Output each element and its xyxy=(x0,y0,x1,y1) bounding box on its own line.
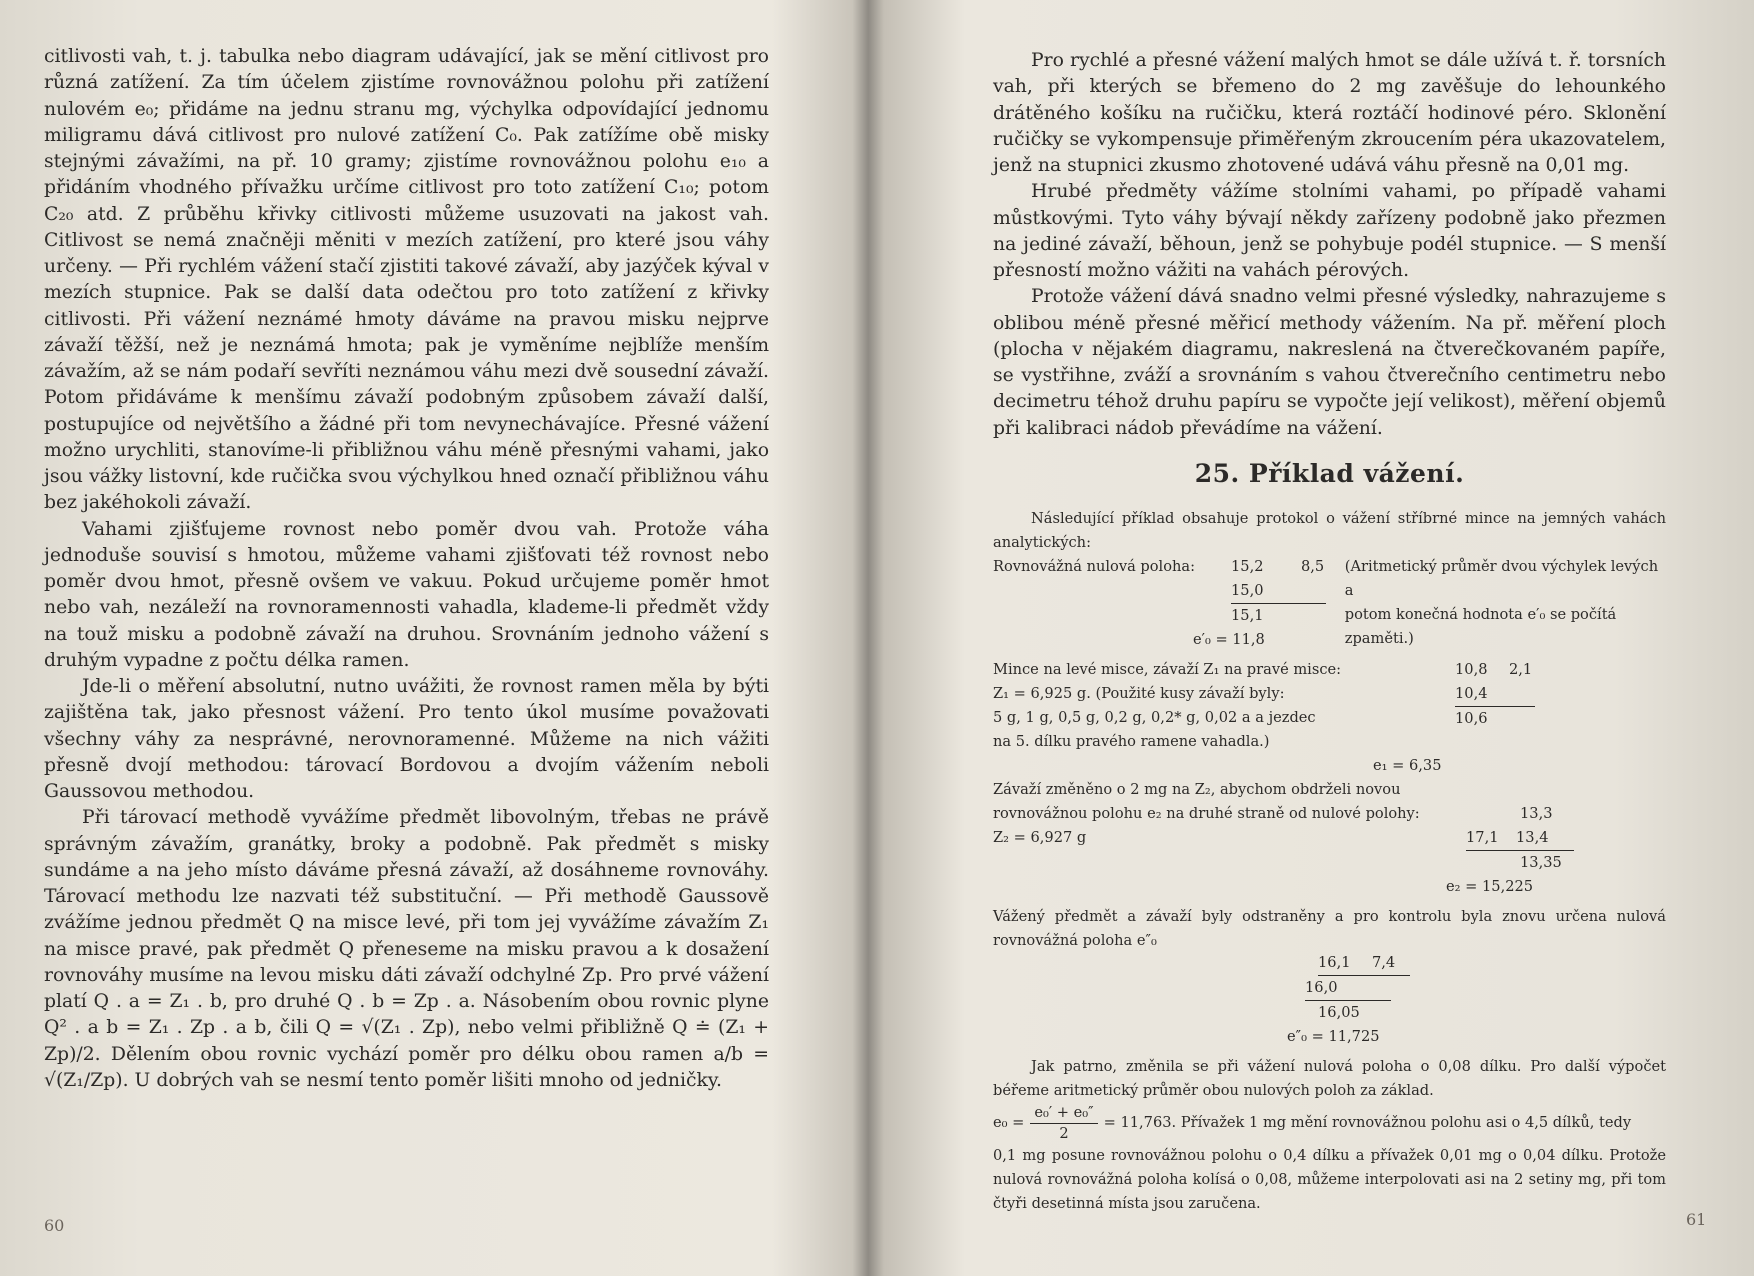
left-page xyxy=(0,0,870,1276)
control-block xyxy=(993,951,1666,1049)
control-result: e″₀ = 11,725 xyxy=(1287,1027,1380,1045)
zero-value-4: 15,1 xyxy=(1231,606,1264,624)
final-text-1: Jak patrno, změnila se při vážení nulová poloha o 0,08 dílku. Pro další výpočet béřeme aritmetický průměr obou nulových poloh za základ. xyxy=(993,1057,1666,1099)
zero-note-2: potom konečná hodnota e′₀ se počítá zpaměti.) xyxy=(1344,605,1617,647)
section-heading: 25. Příklad vážení. xyxy=(1194,458,1465,488)
coin-value-1: 10,8 xyxy=(1455,660,1488,678)
z2-value-2: 17,1 xyxy=(1466,828,1499,846)
coin-line-4: na 5. dílku pravého ramene vahadla.) xyxy=(993,732,1270,750)
right-paragraph-2: Hrubé předměty vážíme stolními vahami, po případě vahami můstkovými. Tyto váhy bývají někdy zařízeny podobně jako přezmen na jediné závaží, běhoun, jenž se pohybuje podél stupnice. — S menší přesností možno vážiti na vahách pérových. xyxy=(993,181,1666,281)
left-paragraph-2: Vahami zjišťujeme rovnost nebo poměr dvou vah. Protože váha jednoduše souvisí s hmotou, můžeme vahami zjišťovati též rovnost nebo poměr dvou hmot, přesně ovšem ve vakuu. Pokud určujeme poměr hmot nebo vah, nezáleží na rovnoramennosti vahadla, klademe-li předmět vždy na touž misku a podobně závaží na druhou. Srovnáním jednoho vážení s druhým vypadne z počtu délka ramen. xyxy=(44,518,769,671)
z2-block xyxy=(993,778,1666,875)
final-eq-denominator: 2 xyxy=(1059,1124,1069,1142)
z2-line-2: rovnovážnou polohu e₂ na druhé straně od nulové polohy: xyxy=(993,804,1420,822)
left-paragraph-1: citlivosti vah, t. j. tabulka nebo diagram udávající, jak se mění citlivost pro různá zatížení. Za tím účelem zjistíme rovnovážnou polohu při zatížení nulovém e₀; přidáme na jednu stranu mg, výchylka odpovídající jednomu miligramu dává citlivost pro nulové zatížení C₀. Pak zatížíme obě misky stejnými závažími, na př. 10 gramy; zjistíme rovnovážnou polohu e₁₀ a přidáním vhodného přívažku určíme citlivost pro toto zatížení C₁₀; potom C₂₀ atd. Z průběhu křivky citlivosti můžeme usuzovati na jakost vah. Citlivost se nemá značněji měniti v mezích zatížení, pro které jsou váhy určeny. — Při rychlém vážení stačí zjistiti takové závaží, aby jazýček kýval v mezích stupnice. Pak se další data odečtou pro toto zatížení z křivky citlivosti. Při vážení neznámé hmoty dáváme na pravou misku nejprve závaží těžší, než je neznámá hmota; pak je vyměníme nejblíže menším závažím, až se nám podaří sevříti neznámou váhu mezi dvě sousední závaží. Potom přidáváme k menšímu závaží podobným způsobem závaží další, postupujíce od největšího a žádné při tom nevynechávajíce. Přesné vážení možno urychliti, stanovíme-li přibližnou váhu méně přesnými vahami, jako jsou vážky listovní, kde ručička svou výchylkou hned označí přibližnou váhu bez jakéhokoli závaží. xyxy=(44,46,769,514)
coin-block xyxy=(993,658,1666,754)
weighing-example xyxy=(993,507,1666,1216)
final-eq-fraction xyxy=(1030,1103,1097,1144)
left-paragraph-3: Jde-li o měření absolutní, nutno uvážiti, že rovnost ramen měla by býti zajištěna tak, jako přesnost vážení. Pro tento úkol musíme považovati všechny váhy za nesprávné, nerovnoramenné. Můžeme na nich vážiti přesně dvojí methodou: tárovací Bordovou a dvojím vážením neboli Gaussovou methodou. xyxy=(44,676,769,802)
z2-value-4: 13,35 xyxy=(1520,853,1562,871)
left-text-column xyxy=(44,44,769,1094)
page-number-left: 60 xyxy=(44,1216,65,1235)
right-paragraph-1: Pro rychlé a přesné vážení malých hmot se dále užívá t. ř. torsních vah, při kterých se břemeno do 2 mg zavěšuje do lehounkého drátěného košíku na ručičku, která roztáčí hodinové péro. Sklonění ručičky se vykompensuje přiměřeným zkroucením péra ukazovatelem, jenž na stupnici zkusmo zhotovené udává váhu přesně na 0,01 mg. xyxy=(993,50,1666,176)
coin-value-4: 10,6 xyxy=(1455,709,1488,727)
control-text: Vážený předmět a závaží byly odstraněny a pro kontrolu byla znovu určena nulová rovnovážná poloha e″₀ xyxy=(993,907,1666,949)
final-eq-rest: = 11,763. Přívažek 1 mg mění rovnovážnou polohu asi o 4,5 dílků, tedy xyxy=(1103,1114,1632,1132)
z2-value-1: 13,3 xyxy=(1520,804,1553,822)
zero-value-3: 15,0 xyxy=(1231,579,1326,604)
z2-value-3: 13,4 xyxy=(1516,828,1549,846)
z2-line-1: Závaží změněno o 2 mg na Z₂, abychom obdrželi novou xyxy=(993,780,1401,798)
control-value-4: 16,05 xyxy=(1318,1003,1360,1021)
final-eq-numerator: e₀′ + e₀″ xyxy=(1030,1103,1097,1124)
control-value-1: 16,1 xyxy=(1318,953,1351,971)
right-text-column xyxy=(993,48,1666,1216)
control-value-3: 16,0 xyxy=(1305,976,1391,1001)
z2-result: e₂ = 15,225 xyxy=(1446,877,1534,895)
coin-result: e₁ = 6,35 xyxy=(1373,756,1442,774)
zero-value-2: 8,5 xyxy=(1301,557,1325,575)
coin-value-2: 2,1 xyxy=(1509,660,1533,678)
coin-line-3: 5 g, 1 g, 0,5 g, 0,2 g, 0,2* g, 0,02 a a jezdec xyxy=(993,708,1316,726)
final-eq-lhs: e₀ = xyxy=(993,1114,1025,1132)
coin-line-2: Z₁ = 6,925 g. (Použité kusy závaží byly: xyxy=(993,684,1285,702)
right-paragraph-3: Protože vážení dává snadno velmi přesné výsledky, nahrazujeme s oblibou méně přesné měřicí methody vážením. Na př. měření ploch (plocha v nějakém diagramu, nakreslená na čtverečkovaném papíře, se vystřihne, zváží a srovnáním s vahou čtverečního centimetru nebo decimetru téhož druhu papíru se vypočte její velikost), měření objemů při kalibraci nádob převádíme na vážení. xyxy=(993,286,1666,439)
page-number-right: 61 xyxy=(1686,1210,1707,1229)
left-paragraph-4: Při tárovací methodě vyvážíme předmět libovolným, třebas ne právě správným závažím, granátky, broky a podobně. Pak předmět s misky sundáme a na jeho místo dáváme přesná závaží, až dosáhneme rovnováhy. Tárovací methodu lze nazvati též substituční. — Při methodě Gaussově zvážíme jednou předmět Q na misce levé, při tom jej vyvážíme závažím Z₁ na misce pravé, pak předmět Q přeneseme na misku pravou a k dosažení rovnováhy musíme na levou misku dáti závaží odchylné Zp. Pro prvé vážení platí Q . a = Z₁ . b, pro druhé Q . b = Zp . a. Násobením obou rovnic plyne Q² . a b = Z₁ . Zp . a b, čili Q = √(Z₁ . Zp), nebo velmi přibližně Q ≐ (Z₁ + Zp)/2. Dělením obou rovnic vychází poměr pro délku obou ramen a/b = √(Z₁/Zp). U dobrých vah se nesmí tento poměr lišiti mnoho od jedničky. xyxy=(44,807,769,1091)
final-text-3: 0,1 mg posune rovnovážnou polohu o 0,4 dílku a přívažek 0,01 mg o 0,04 dílku. Protože nulová rovnovážná poloha kolísá o 0,08, můžeme interpolovati asi na 2 setiny mg, při tom čtyři desetinná místa jsou zaručena. xyxy=(993,1146,1666,1212)
zero-note-1: (Aritmetický průměr dvou výchylek levých a xyxy=(1344,557,1659,599)
control-value-2: 7,4 xyxy=(1372,953,1396,971)
zero-label: Rovnovážná nulová poloha: xyxy=(993,557,1196,575)
zero-result: e′₀ = 11,8 xyxy=(1193,630,1265,648)
example-intro: Následující příklad obsahuje protokol o vážení stříbrné mince na jemných vahách analytických: xyxy=(993,509,1666,551)
final-equation xyxy=(993,1103,1666,1144)
right-page xyxy=(880,0,1754,1276)
zero-position-block xyxy=(993,555,1666,652)
z2-line-3: Z₂ = 6,927 g xyxy=(993,828,1087,846)
coin-line-1: Mince na levé misce, závaží Z₁ na pravé misce: xyxy=(993,660,1342,678)
coin-value-3: 10,4 xyxy=(1455,682,1535,707)
zero-value-1: 15,2 xyxy=(1231,557,1264,575)
